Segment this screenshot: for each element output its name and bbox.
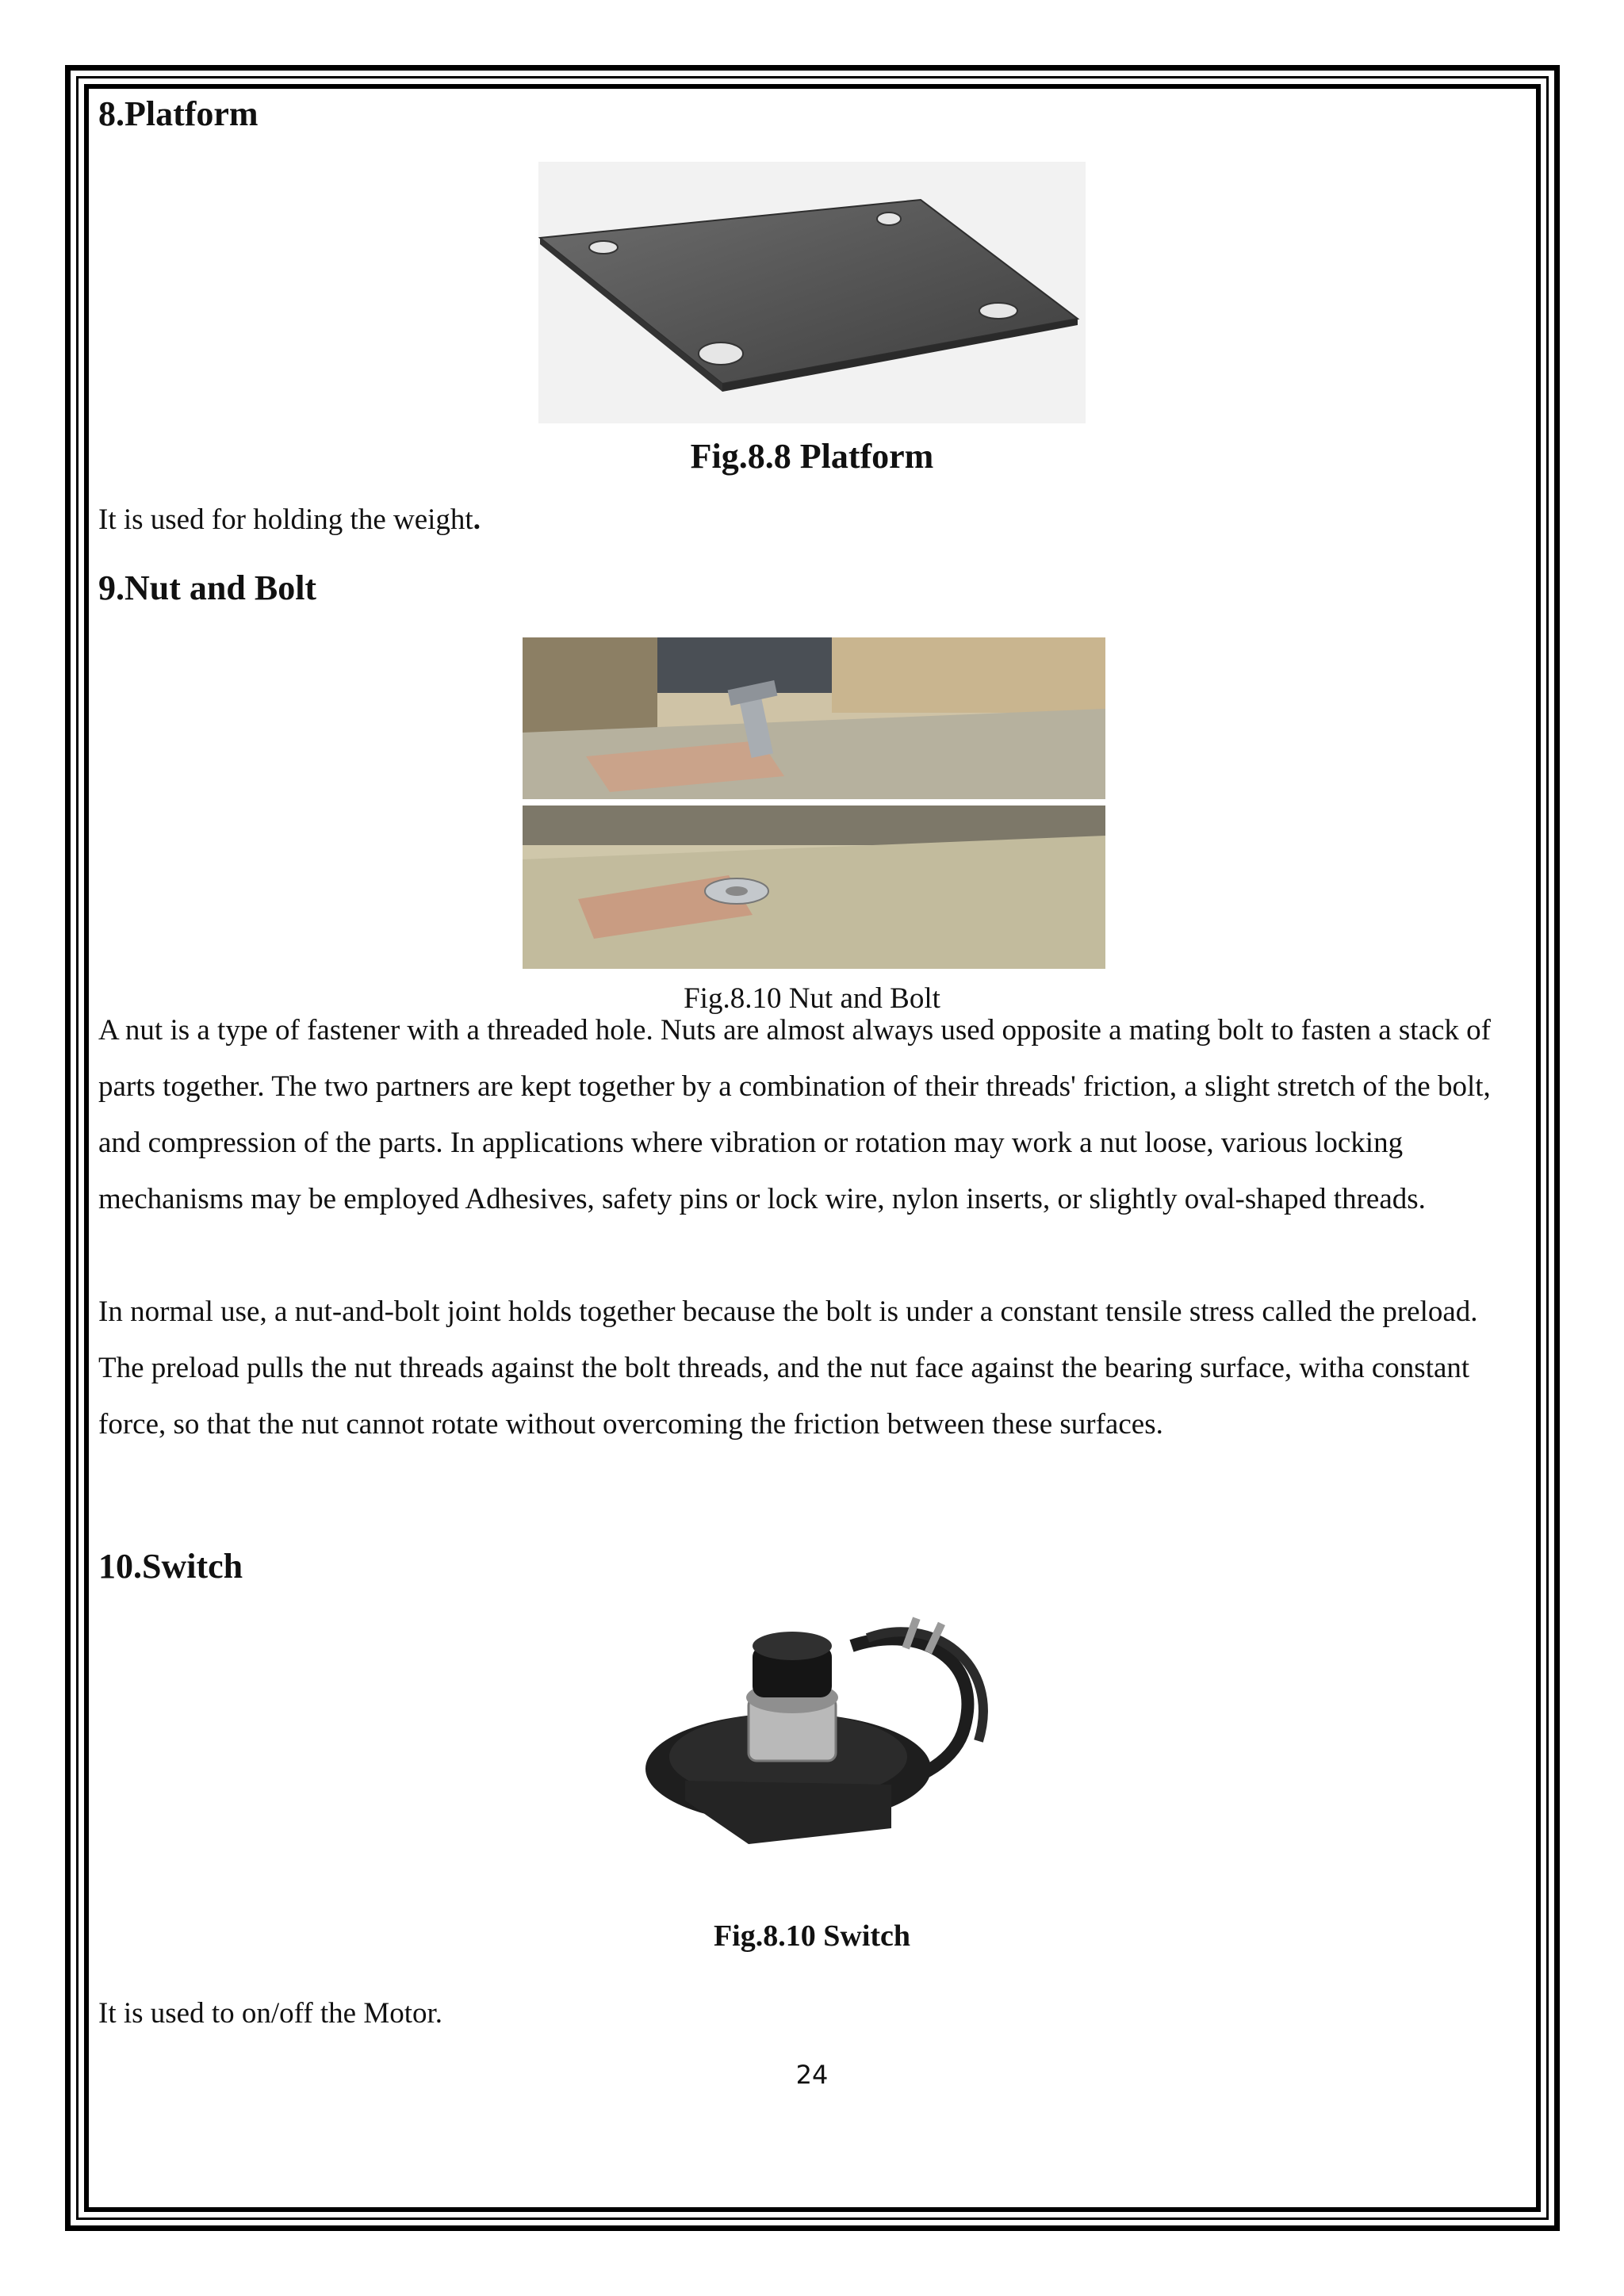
heading-switch: 10.Switch	[98, 1547, 243, 1586]
switch-image	[590, 1614, 1050, 1868]
heading-platform: 8.Platform	[98, 94, 259, 133]
caption-nut-and-bolt: Fig.8.10 Nut and Bolt	[684, 982, 940, 1015]
text-platform-use: It is used for holding the weight.	[98, 503, 481, 536]
nut-and-bolt-image	[523, 637, 1105, 969]
page-number: 24	[795, 2060, 829, 2090]
text-switch-use: It is used to on/off the Motor.	[98, 1997, 443, 2030]
paragraph-nut-definition: A nut is a type of fastener with a threaded hole. Nuts are almost always used opposite a mating bolt to fasten a stack of parts together. The two partners are kept together by a combination of their threads' friction, a slight stretch of the bolt, and compression of the parts. In applications where vibration or rotation may work a nut loose, various locking mechanisms may be employed Adhesives, safety pins or lock wire, nylon inserts, or slightly oval-shaped threads.	[98, 1014, 1492, 1215]
platform-image	[538, 162, 1086, 423]
caption-switch: Fig.8.10 Switch	[713, 1919, 911, 1953]
caption-platform: Fig.8.8 Platform	[690, 437, 934, 476]
paragraph-nut-preload: In normal use, a nut-and-bolt joint holds together because the bolt is under a constant tensile stress called the preload. The preload pulls the nut threads against the bolt threads, and the nut face against the bearing surface, witha constant force, so that the nut cannot rotate without overcoming the friction between these surfaces.	[98, 1295, 1478, 1441]
heading-nut-and-bolt: 9.Nut and Bolt	[98, 568, 317, 607]
